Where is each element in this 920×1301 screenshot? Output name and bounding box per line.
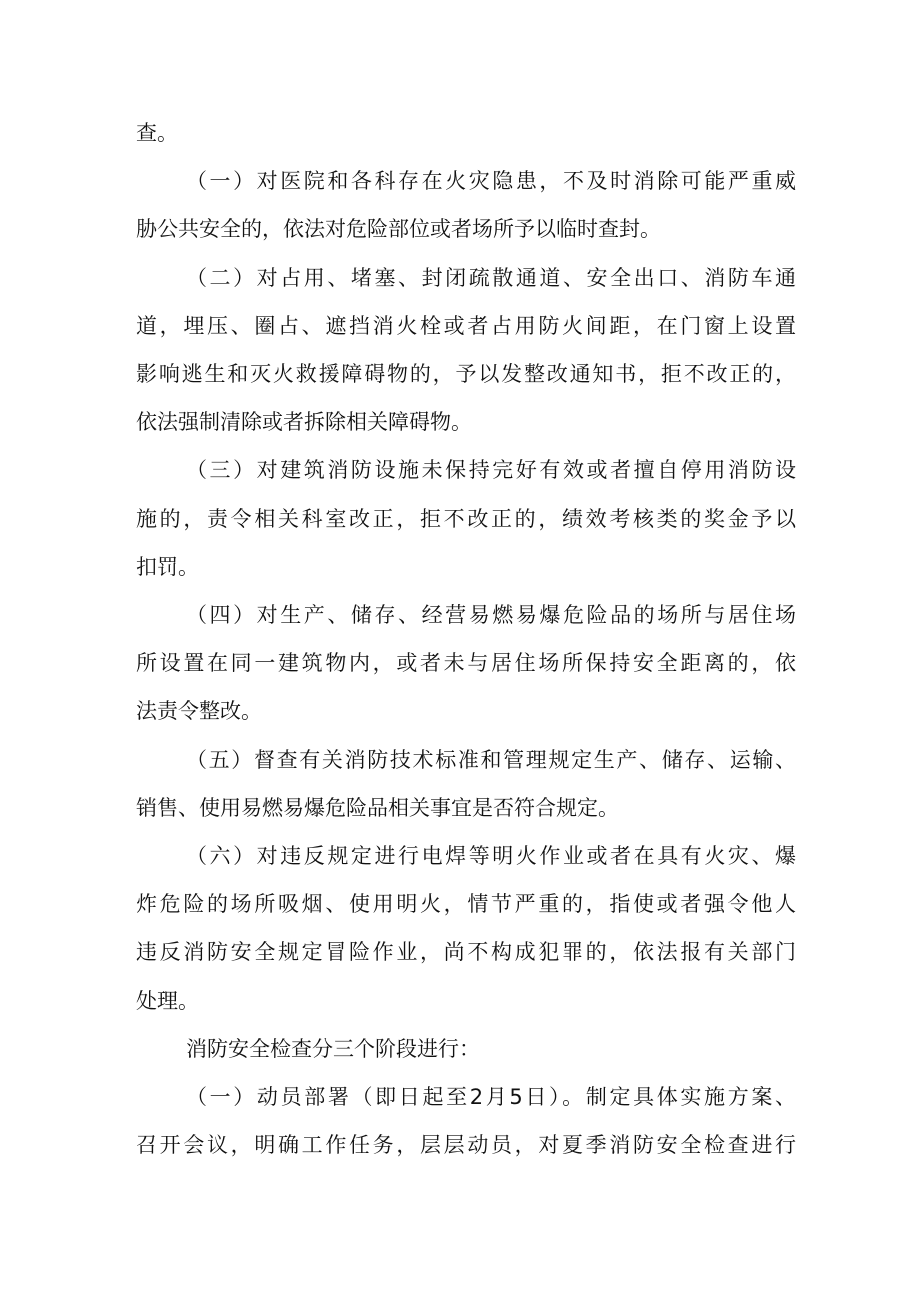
text-line: 销售、使用易燃易爆危险品相关事宜是否符合规定。 <box>136 796 619 820</box>
text-line: 影响逃生和灭火救援障碍物的，予以发整改通知书，拒不改正的， <box>136 362 796 386</box>
text-line: 所设置在同一建筑物内，或者未与居住场所保持安全距离的，依 <box>136 651 796 675</box>
text-line: 道，埋压、圈占、遮挡消火栓或者占用防火间距，在门窗上设置 <box>136 314 796 338</box>
text-line: （六）对违反规定进行电焊等明火作业或者在具有火灾、爆 <box>186 844 796 868</box>
text-line: （三）对建筑消防设施未保持完好有效或者擅自停用消防设 <box>186 458 796 482</box>
text-line: （二）对占用、堵塞、封闭疏散通道、安全出口、消防车通 <box>186 266 796 290</box>
text-line: 施的，责令相关科室改正，拒不改正的，绩效考核类的奖金予以 <box>136 507 796 531</box>
text-line: 消防安全检查分三个阶段进行： <box>186 1037 480 1061</box>
text-line: 胁公共安全的，依法对危险部位或者场所予以临时查封。 <box>136 217 661 241</box>
text-line: 处理。 <box>136 989 199 1013</box>
text-line: （一）动员部署（即日起至2月5日）。制定具体实施方案、 <box>186 1085 796 1109</box>
text-line: （五）督查有关消防技术标准和管理规定生产、储存、运输、 <box>186 748 796 772</box>
text-line: （四）对生产、储存、经营易燃易爆危险品的场所与居住场 <box>186 603 796 627</box>
text-line: 依法强制清除或者拆除相关障碍物。 <box>136 410 472 434</box>
text-line: 召开会议，明确工作任务，层层动员，对夏季消防安全检查进行 <box>136 1133 796 1157</box>
text-line: 炸危险的场所吸烟、使用明火，情节严重的，指使或者强令他人 <box>136 892 796 916</box>
text-line: 扣罚。 <box>136 555 199 579</box>
text-line: 查。 <box>136 121 178 145</box>
text-line: 违反消防安全规定冒险作业，尚不构成犯罪的，依法报有关部门 <box>136 940 796 964</box>
text-line: 法责令整改。 <box>136 699 262 723</box>
text-line: （一）对医院和各科存在火灾隐患，不及时消除可能严重威 <box>186 169 796 193</box>
